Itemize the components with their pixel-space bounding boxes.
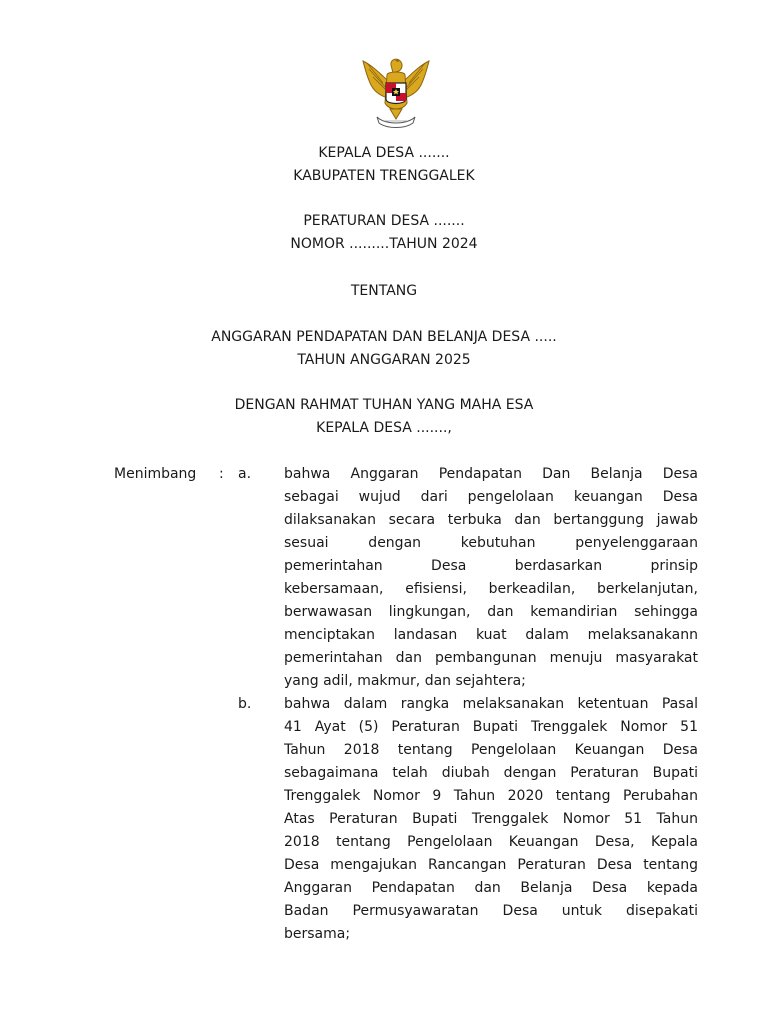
blessing-line: DENGAN RAHMAT TUHAN YANG MAHA ESA [234, 397, 534, 413]
subject-line-2: TAHUN ANGGARAN 2025 [297, 352, 471, 368]
text-line: bahwa dalam rangka melaksanakan ketentuan Pasal [284, 696, 698, 712]
text-line: 2018 tentang Pengelolaan Keuangan Desa, Kepala [284, 834, 698, 850]
about-heading [0, 280, 768, 303]
text-line: bahwa Anggaran Pendapatan Dan Belanja Desa [284, 466, 698, 482]
text-line: kebersamaan, efisiensi, berkeadilan, berkelanjutan, [284, 581, 698, 597]
considering-item-a [114, 463, 704, 693]
text-line: Anggaran Pendapatan dan Belanja Desa kepada [284, 880, 698, 896]
text-line: sesuai dengan kebutuhan penyelenggaraan [284, 535, 698, 551]
regulation-title: PERATURAN DESA ....... [303, 213, 465, 229]
regency-title: KABUPATEN TRENGGALEK [293, 168, 475, 184]
regulation-heading [0, 210, 768, 256]
text-line: pemerintahan Desa berdasarkan prinsip [284, 558, 698, 574]
preamble [0, 394, 768, 440]
text-line: dilaksanakan secara terbuka dan bertanggung jawab [284, 512, 698, 528]
garuda-pancasila-emblem-icon [357, 55, 435, 131]
text-line: Tahun 2018 tentang Pengelolaan Keuangan Desa [284, 742, 698, 758]
document-header [0, 142, 768, 188]
considering-label: Menimbang [114, 466, 197, 482]
text-line: 41 Ayat (5) Peraturan Bupati Trenggalek Nomor 51 [284, 719, 698, 735]
about-label: TENTANG [350, 283, 418, 299]
text-line: menciptakan landasan kuat dalam melaksanakann [284, 627, 698, 643]
text-line: yang adil, makmur, dan sejahtera; [284, 673, 526, 689]
text-line: Atas Peraturan Bupati Trenggalek Nomor 51 Tahun [284, 811, 698, 827]
text-line: sebagaimana telah diubah dengan Peraturan Bupati [284, 765, 698, 781]
text-line: Desa mengajukan Rancangan Peraturan Desa tentang [284, 857, 698, 873]
item-letter: b. [238, 696, 252, 712]
item-letter: a. [238, 466, 252, 482]
text-line: pemerintahan dan pembangunan menuju masyarakat [284, 650, 698, 666]
subject-line-1: ANGGARAN PENDAPATAN DAN BELANJA DESA ..... [211, 329, 557, 345]
text-line: sebagai wujud dari pengelolaan keuangan Desa [284, 489, 698, 505]
considering-item-b [114, 693, 704, 946]
item-text [284, 463, 698, 693]
item-text [284, 693, 698, 946]
text-line: Trenggalek Nomor 9 Tahun 2020 tentang Perubahan [284, 788, 698, 804]
regulation-number: NOMOR .........TAHUN 2024 [290, 236, 478, 252]
considering-colon: : [219, 466, 224, 482]
considering-section [114, 463, 704, 946]
text-line: bersama; [284, 926, 351, 942]
text-line: Badan Permusyawaratan Desa untuk disepakati [284, 903, 698, 919]
signer-line: KEPALA DESA ......., [316, 420, 452, 436]
text-line: berwawasan lingkungan, dan kemandirian sehingga [284, 604, 698, 620]
issuer-title: KEPALA DESA ....... [318, 145, 450, 161]
regulation-subject [0, 326, 768, 372]
